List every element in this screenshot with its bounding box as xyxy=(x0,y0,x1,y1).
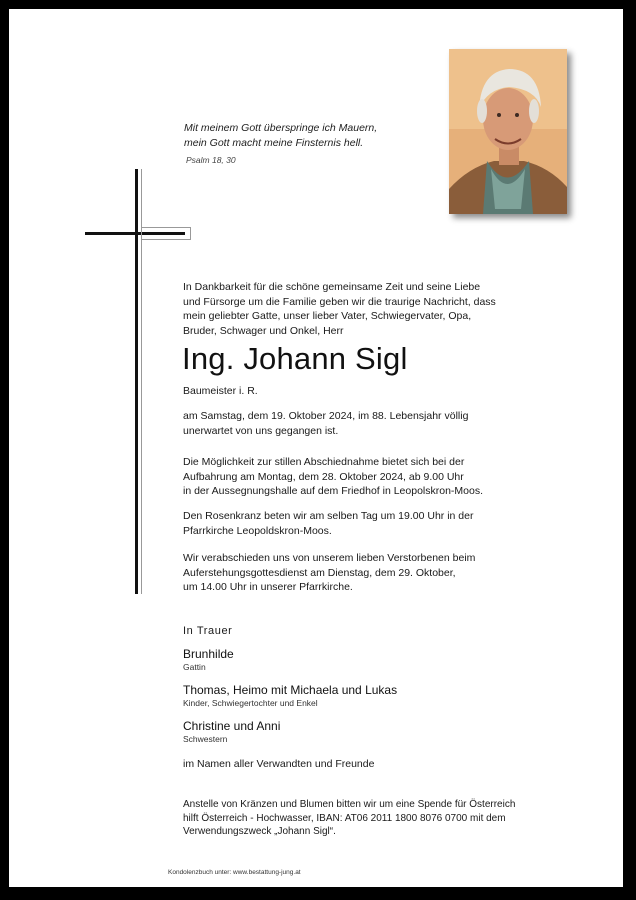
rosary-line: Den Rosenkranz beten wir am selben Tag um 19.00 Uhr in der xyxy=(183,510,474,522)
service-line: um 14.00 Uhr in unserer Pfarrkirche. xyxy=(183,581,353,593)
cross-icon xyxy=(85,169,195,594)
bible-quote xyxy=(184,121,377,151)
quote-line-1: Mit meinem Gott überspringe ich Mauern, xyxy=(184,122,378,134)
viewing-notice xyxy=(183,455,553,499)
donation-notice xyxy=(183,798,553,839)
rosary-line: Pfarrkirche Leopoldskron-Moos. xyxy=(183,524,332,537)
condolence-link[interactable]: Kondolenzbuch unter: www.bestattung-jung.at xyxy=(168,869,301,876)
rosary-notice xyxy=(183,509,553,538)
mourning-heading: In Trauer xyxy=(183,625,233,637)
intro-line: mein geliebter Gatte, unser lieber Vater, Schwiegervater, Opa, xyxy=(183,310,472,322)
service-notice xyxy=(183,551,553,595)
intro-text xyxy=(183,280,543,338)
donation-line: hilft Österreich - Hochwasser, IBAN: AT06 2011 1800 8076 0700 mit dem xyxy=(183,812,506,824)
mourner-name: Christine und Anni xyxy=(183,719,281,733)
mourner-role: Gattin xyxy=(183,662,206,672)
quote-reference: Psalm 18, 30 xyxy=(186,155,236,165)
obituary-page xyxy=(9,9,623,887)
death-line: am Samstag, dem 19. Oktober 2024, im 88. Lebensjahr völlig xyxy=(183,410,469,422)
intro-line: Bruder, Schwager und Onkel, Herr xyxy=(183,324,344,337)
deceased-name: Ing. Johann Sigl xyxy=(182,341,408,376)
donation-line: Verwendungszweck „Johann Sigl“. xyxy=(183,826,336,837)
mourner-role: Kinder, Schwiegertochter und Enkel xyxy=(183,698,318,708)
intro-line: In Dankbarkeit für die schöne gemeinsame Zeit und seine Liebe xyxy=(183,281,481,293)
viewing-line: Aufbahrung am Montag, dem 28. Oktober 2024, ab 9.00 Uhr xyxy=(183,470,464,483)
service-line: Wir verabschieden uns von unserem lieben Verstorbenen beim xyxy=(183,552,476,564)
intro-line: und Fürsorge um die Familie geben wir die traurige Nachricht, dass xyxy=(183,295,496,308)
mourner-name: Brunhilde xyxy=(183,647,234,661)
mourner-name: Thomas, Heimo mit Michaela und Lukas xyxy=(183,683,398,697)
death-notice xyxy=(183,409,553,438)
deceased-title: Baumeister i. R. xyxy=(183,385,258,397)
service-line: Auferstehungsgottesdienst am Dienstag, dem 29. Oktober, xyxy=(183,566,456,579)
donation-line: Anstelle von Kränzen und Blumen bitten wir um eine Spende für Österreich xyxy=(183,799,516,810)
viewing-line: Die Möglichkeit zur stillen Abschiednahme bietet sich bei der xyxy=(183,456,465,468)
relatives-note: im Namen aller Verwandten und Freunde xyxy=(183,758,375,770)
mourner-role: Schwestern xyxy=(183,734,228,744)
quote-line-2: mein Gott macht meine Finsternis hell. xyxy=(184,137,364,149)
death-line: unerwartet von uns gegangen ist. xyxy=(183,424,339,437)
viewing-line: in der Aussegnungshalle auf dem Friedhof in Leopolskron-Moos. xyxy=(183,485,484,497)
portrait-photo xyxy=(449,49,567,214)
